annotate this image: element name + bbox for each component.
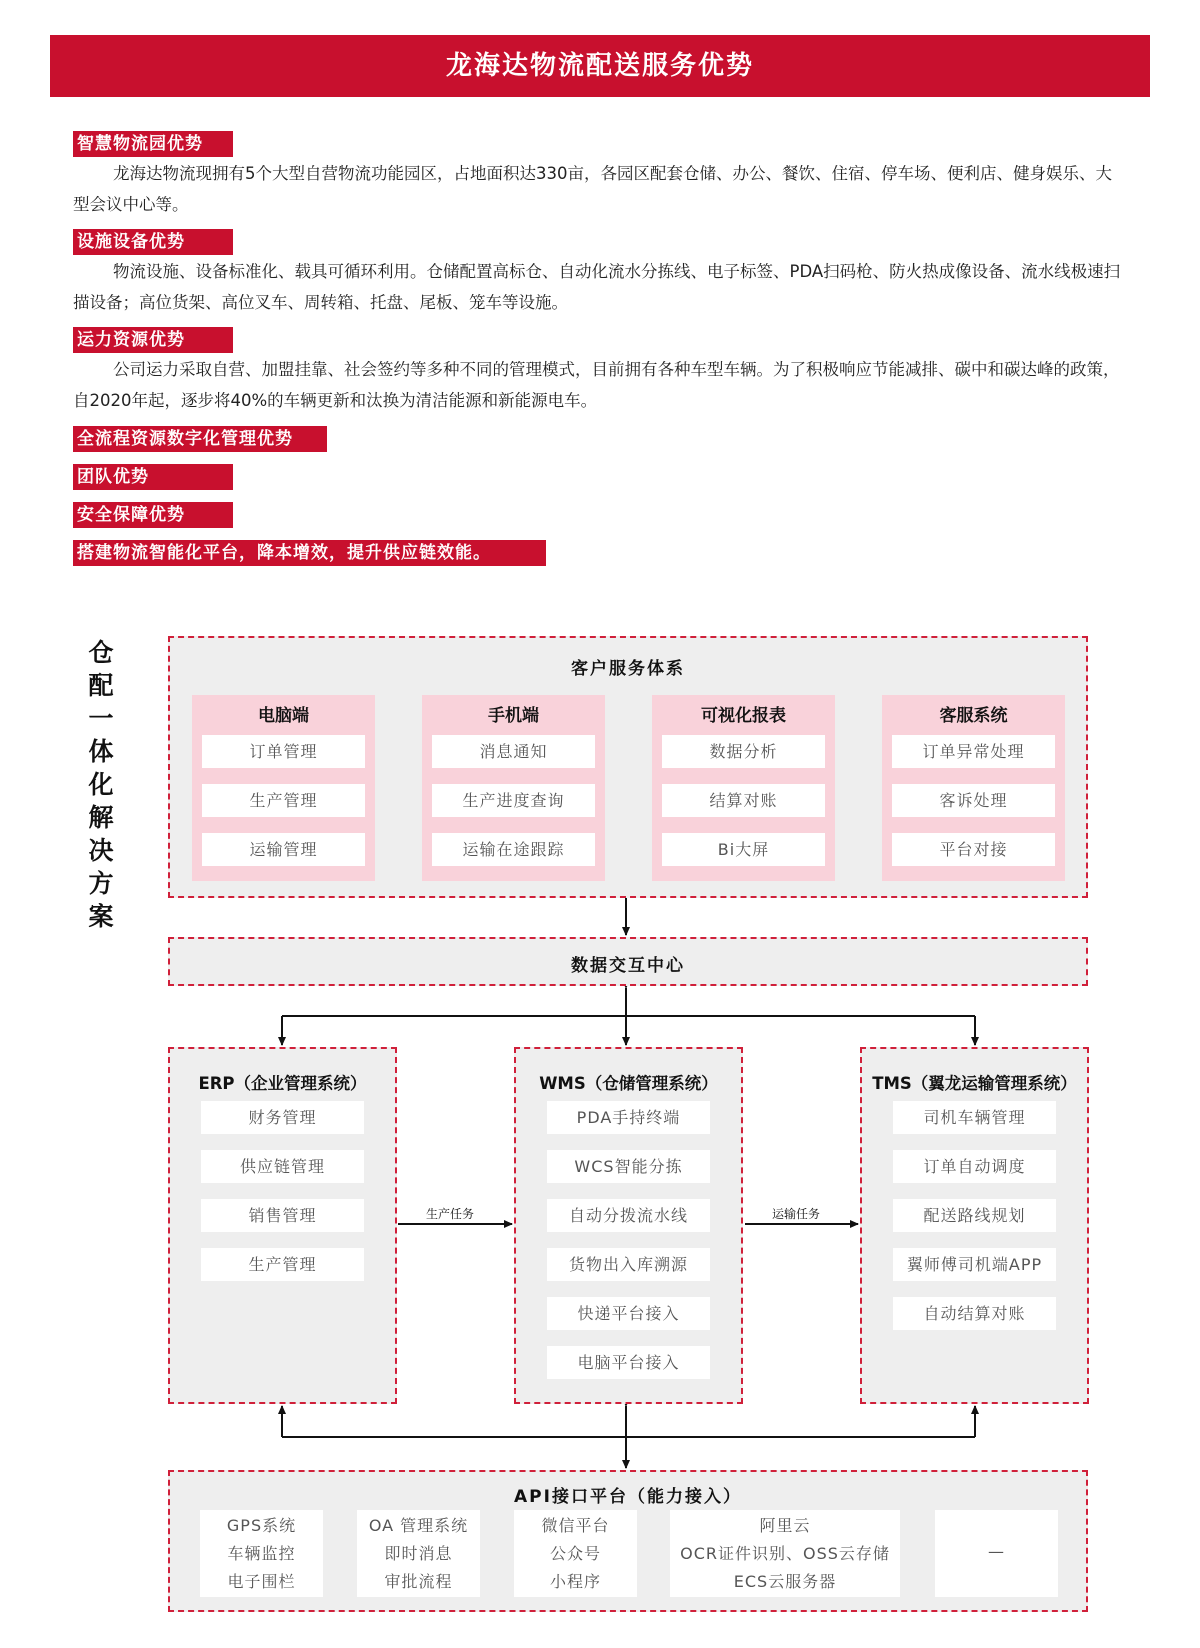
erp-item: 销售管理 [201, 1199, 364, 1232]
api-cell-aliyun [670, 1510, 900, 1597]
service-item: Bi大屏 [662, 833, 825, 866]
service-item: 结算对账 [662, 784, 825, 817]
api-cell-line: 公众号 [549, 1544, 601, 1563]
api-cell-wechat [514, 1510, 637, 1597]
paragraph-smart-park: 龙海达物流现拥有5个大型自营物流功能园区，占地面积达330亩，各园区配套仓储、办公、餐饮、住宿、停车场、便利店、健身娱乐、大型会议中心等。 [73, 164, 1112, 214]
wms-box [514, 1047, 743, 1404]
wms-item: 自动分拨流水线 [547, 1199, 710, 1232]
tms-item: 配送路线规划 [893, 1199, 1056, 1232]
tms-item: 订单自动调度 [893, 1150, 1056, 1183]
api-cell-line: 微信平台 [541, 1516, 610, 1535]
tag-smart-park: 智慧物流园优势 [73, 131, 233, 157]
erp-item: 生产管理 [201, 1248, 364, 1281]
api-cell-line: 阿里云 [759, 1516, 811, 1535]
erp-box [168, 1047, 397, 1404]
service-item: 平台对接 [892, 833, 1055, 866]
data-center-box [168, 937, 1088, 986]
tms-item: 司机车辆管理 [893, 1101, 1056, 1134]
column-heading: 客服系统 [939, 706, 1008, 726]
service-column-pc [192, 695, 375, 881]
flow-label-transport: 运输任务 [772, 1207, 821, 1221]
service-item: 客诉处理 [892, 784, 1055, 817]
paragraph-capacity: 公司运力采取自营、加盟挂靠、社会签约等多种不同的管理模式，目前拥有各种车型车辆。为了积极响应节能减排、碳中和碳达峰的政策，自2020年起，逐步将40%的车辆更新和汰换为清洁能源和新能源电车。 [73, 360, 1120, 410]
flow-label-production: 生产任务 [426, 1207, 475, 1221]
erp-title: ERP（企业管理系统） [198, 1074, 367, 1093]
service-column-support [882, 695, 1065, 881]
tag-digital-management: 全流程资源数字化管理优势 [73, 426, 327, 452]
wms-title: WMS（仓储管理系统） [539, 1074, 718, 1093]
column-heading: 可视化报表 [701, 706, 786, 726]
api-cell-gps [200, 1510, 323, 1597]
vertical-title-char: 决 [88, 836, 114, 865]
api-cell-line: — [988, 1542, 1005, 1561]
api-cell-line: OCR证件识别、OSS云存储 [680, 1544, 890, 1563]
vertical-title-char: 一 [88, 704, 114, 733]
service-item: 运输管理 [202, 833, 365, 866]
api-cell-line: OA 管理系统 [368, 1516, 469, 1535]
wms-item: 货物出入库溯源 [547, 1248, 710, 1281]
api-cell-placeholder [935, 1510, 1058, 1597]
erp-item: 财务管理 [201, 1101, 364, 1134]
wms-item: 电脑平台接入 [547, 1346, 710, 1379]
tag-safety: 安全保障优势 [73, 502, 233, 528]
api-cell-line: ECS云服务器 [733, 1572, 837, 1591]
tms-box [860, 1047, 1089, 1404]
vertical-title-char: 体 [88, 737, 114, 766]
customer-service-title: 客户服务体系 [571, 659, 685, 679]
tms-item: 自动结算对账 [893, 1297, 1056, 1330]
tag-platform-slogan: 搭建物流智能化平台，降本增效，提升供应链效能。 [73, 540, 546, 566]
tms-title: TMS（翼龙运输管理系统） [872, 1074, 1077, 1093]
service-column-reports [652, 695, 835, 881]
tms-item: 翼师傅司机端APP [893, 1248, 1056, 1281]
api-cell-line: 车辆监控 [227, 1544, 296, 1563]
service-item: 运输在途跟踪 [432, 833, 595, 866]
column-heading: 电脑端 [258, 706, 309, 726]
wms-item: PDA手持终端 [547, 1101, 710, 1134]
wms-item: 快递平台接入 [547, 1297, 710, 1330]
vertical-title-char: 案 [88, 902, 114, 931]
data-center-title: 数据交互中心 [571, 956, 685, 976]
service-column-mobile [422, 695, 605, 881]
service-item: 生产进度查询 [432, 784, 595, 817]
api-cell-line: GPS系统 [226, 1516, 297, 1535]
tag-team: 团队优势 [73, 464, 233, 490]
vertical-title-char: 配 [88, 671, 114, 700]
api-platform-title: API接口平台（能力接入） [514, 1487, 742, 1507]
vertical-title-char: 方 [88, 869, 114, 898]
tag-facilities: 设施设备优势 [73, 229, 233, 255]
vertical-title-char: 解 [88, 803, 114, 832]
api-cell-line: 电子围栏 [227, 1572, 296, 1591]
service-item: 生产管理 [202, 784, 365, 817]
api-cell-line: 小程序 [549, 1572, 601, 1591]
api-platform-box [168, 1470, 1088, 1612]
api-cell-line: 即时消息 [384, 1544, 453, 1563]
vertical-title-char: 仓 [88, 638, 114, 667]
service-item: 订单管理 [202, 735, 365, 768]
service-item: 数据分析 [662, 735, 825, 768]
wms-item: WCS智能分拣 [547, 1150, 710, 1183]
service-item: 消息通知 [432, 735, 595, 768]
paragraph-facilities: 物流设施、设备标准化、载具可循环利用。仓储配置高标仓、自动化流水分拣线、电子标签、PDA扫码枪、防火热成像设备、流水线极速扫描设备；高位货架、高位叉车、周转箱、托盘、尾板、笼车等设施。 [73, 262, 1121, 312]
tag-capacity: 运力资源优势 [73, 327, 233, 353]
api-cell-line: 审批流程 [384, 1572, 453, 1591]
api-cell-oa [357, 1510, 480, 1597]
service-item: 订单异常处理 [892, 735, 1055, 768]
column-heading: 手机端 [488, 706, 539, 726]
customer-service-box [168, 636, 1088, 898]
erp-item: 供应链管理 [201, 1150, 364, 1183]
page-banner: 龙海达物流配送服务优势 [50, 35, 1150, 97]
vertical-title-char: 化 [88, 770, 114, 799]
